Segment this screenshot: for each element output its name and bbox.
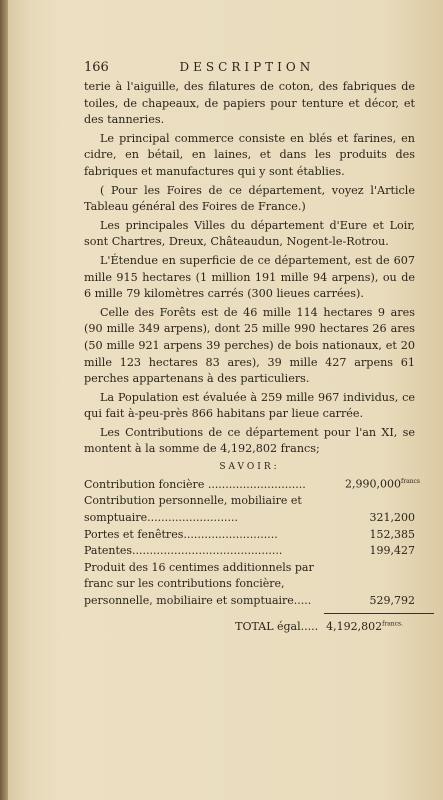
total-amount: $4,192,802^{francs.}$	[326, 620, 403, 634]
paragraph-forets: Celle des Forêts est de 46 mille 114 hectares 9 ares (90 mille 349 arpens), dont 25 mille 990 hectares 26 ares (50 mille 921 arpens 39 perches) de bois nationaux, et 20 mille 123 hectares 83 ares), 39 mille 427 arpens 61 perches appartenans à des particuliers.	[84, 305, 415, 386]
row-label: Patentes...........................................	[84, 544, 283, 558]
row-amount: 529,792	[369, 593, 415, 607]
page-number: 166	[84, 60, 109, 75]
savoir-heading: SAVOIR:	[219, 462, 280, 473]
table-row	[84, 543, 415, 560]
row-amount: 321,200	[369, 510, 415, 524]
row-label: Produit des 16 centimes additionnels par franc sur les contributions foncière, personnelle, mobiliaire et somptuaire.....	[84, 560, 314, 607]
row-label: Contribution personnelle, mobiliaire et somptuaire..........................	[84, 494, 302, 524]
book-spine	[0, 0, 8, 800]
paragraph-villes: Les principales Villes du département d'Eure et Loir, sont Chartres, Dreux, Châteaudun, Nogent-le-Rotrou.	[84, 218, 415, 249]
paragraph-contributions: Les Contributions de ce département pour l'an XI, se montent à la somme de 4,192,802 francs;	[84, 425, 415, 456]
page-header	[84, 60, 415, 75]
row-label: Portes et fenêtres...........................	[84, 527, 278, 541]
row-amount: $2,990,000^{francs}$	[345, 477, 420, 491]
paragraph-foires: ( Pour les Foires de ce département, voyez l'Article Tableau général des Foires de France.)	[84, 183, 415, 214]
row-amount: 199,427	[369, 544, 415, 558]
row-label: Contribution foncière ............................	[84, 477, 306, 491]
running-title: DESCRIPTION	[179, 60, 315, 74]
paragraph-population: La Population est évaluée à 259 mille 967 individus, ce qui fait à-peu-près 866 habitans par lieue carrée.	[84, 390, 415, 421]
table-row	[84, 527, 415, 544]
table-row	[84, 560, 415, 610]
table-row	[84, 474, 420, 493]
paragraph-commerce: Le principal commerce consiste en blés et farines, en cidre, en bétail, en laines, et dans les produits des fabriques et manufactures qui y sont établies.	[84, 131, 415, 178]
row-amount: 152,385	[369, 527, 415, 541]
paragraph-industries: terie à l'aiguille, des filatures de coton, des fabriques de toiles, de chapeaux, de papiers pour tenture et décor, et des tanneries.	[84, 80, 415, 127]
total-line	[84, 620, 415, 633]
sum-rule	[324, 613, 434, 614]
unit-label: francs.	[382, 620, 403, 628]
paragraph-etendue: L'Étendue en superficie de ce département, est de 607 mille 915 hectares (1 million 191 mille 94 arpens), ou de 6 mille 79 kilomètres carrés (300 lieues carrées).	[84, 253, 415, 301]
unit-label: francs	[400, 478, 420, 486]
total-label: TOTAL égal.....	[235, 620, 319, 634]
table-row	[84, 493, 415, 526]
contributions-table	[84, 474, 420, 609]
